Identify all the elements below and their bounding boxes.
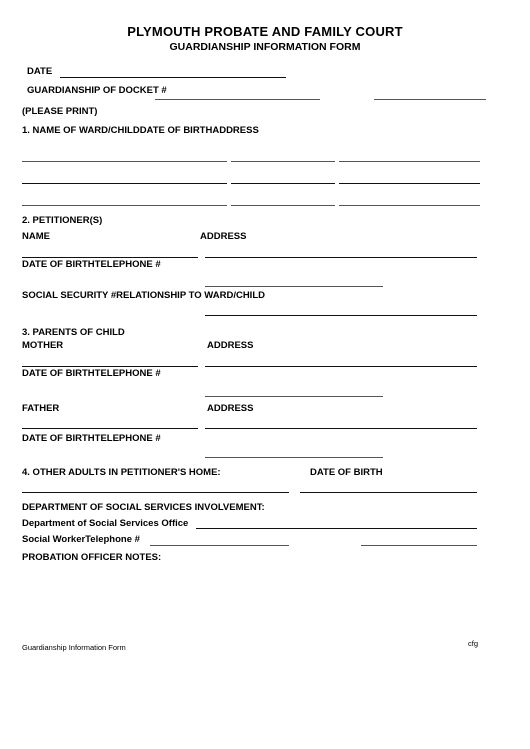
- social-worker-phone-label: Social WorkerTelephone #: [22, 534, 140, 545]
- footer-form-name: Guardianship Information Form: [22, 643, 126, 652]
- ward-dob-field-2[interactable]: [231, 183, 335, 184]
- mother-label: MOTHER: [22, 340, 64, 351]
- other-adults-dob-label: DATE OF BIRTH: [310, 467, 383, 478]
- petitioner-name-field[interactable]: [22, 257, 198, 258]
- docket-number-field[interactable]: [374, 99, 486, 100]
- petitioner-phone-field[interactable]: [205, 286, 383, 287]
- ward-dob-field-3[interactable]: [231, 205, 335, 206]
- section1-heading: 1. NAME OF WARD/CHILDDATE OF BIRTHADDRESS: [22, 125, 259, 136]
- petitioner-relationship-field[interactable]: [205, 315, 477, 316]
- date-label: DATE: [27, 66, 53, 77]
- section2-heading: 2. PETITIONER(S): [22, 215, 103, 226]
- court-name: PLYMOUTH PROBATE AND FAMILY COURT: [127, 24, 403, 39]
- section3-heading: 3. PARENTS OF CHILD: [22, 327, 125, 338]
- ward-address-field-2[interactable]: [339, 183, 480, 184]
- guardianship-docket-label: GUARDIANSHIP OF DOCKET #: [27, 85, 167, 96]
- other-adults-name-field[interactable]: [22, 492, 289, 493]
- footer-initials: cfg: [468, 639, 479, 648]
- father-label: FATHER: [22, 403, 60, 414]
- petitioner-address-field[interactable]: [205, 257, 477, 258]
- petitioner-ssn-relationship-label: SOCIAL SECURITY #RELATIONSHIP TO WARD/CHILD: [22, 290, 265, 301]
- ward-name-field-3[interactable]: [22, 205, 227, 206]
- social-worker-phone-field[interactable]: [361, 545, 477, 546]
- mother-dob-phone-label: DATE OF BIRTHTELEPHONE #: [22, 368, 161, 379]
- father-address-field[interactable]: [205, 428, 477, 429]
- dss-office-field[interactable]: [196, 528, 477, 529]
- mother-address-label: ADDRESS: [207, 340, 254, 351]
- ward-address-field-3[interactable]: [339, 205, 480, 206]
- guardianship-of-field[interactable]: [155, 99, 320, 100]
- petitioner-name-label: NAME: [22, 231, 50, 242]
- ward-address-field-1[interactable]: [339, 161, 480, 162]
- dss-heading: DEPARTMENT OF SOCIAL SERVICES INVOLVEMENT:: [22, 502, 265, 513]
- mother-address-field[interactable]: [205, 366, 477, 367]
- ward-dob-field-1[interactable]: [231, 161, 335, 162]
- social-worker-field[interactable]: [150, 545, 289, 546]
- other-adults-dob-field[interactable]: [300, 492, 477, 493]
- section4-heading: 4. OTHER ADULTS IN PETITIONER'S HOME:: [22, 467, 221, 478]
- date-field[interactable]: [60, 77, 286, 78]
- mother-phone-field[interactable]: [205, 396, 383, 397]
- father-phone-field[interactable]: [205, 457, 383, 458]
- probation-notes-label: PROBATION OFFICER NOTES:: [22, 552, 162, 563]
- ward-name-field-2[interactable]: [22, 183, 227, 184]
- father-address-label: ADDRESS: [207, 403, 254, 414]
- father-name-field[interactable]: [22, 428, 198, 429]
- mother-name-field[interactable]: [22, 366, 198, 367]
- petitioner-dob-phone-label: DATE OF BIRTHTELEPHONE #: [22, 259, 161, 270]
- petitioner-address-label: ADDRESS: [200, 231, 247, 242]
- dss-office-label: Department of Social Services Office: [22, 518, 189, 529]
- form-title: GUARDIANSHIP INFORMATION FORM: [169, 41, 361, 53]
- please-print-note: (PLEASE PRINT): [22, 106, 98, 117]
- ward-name-field-1[interactable]: [22, 161, 227, 162]
- father-dob-phone-label: DATE OF BIRTHTELEPHONE #: [22, 433, 161, 444]
